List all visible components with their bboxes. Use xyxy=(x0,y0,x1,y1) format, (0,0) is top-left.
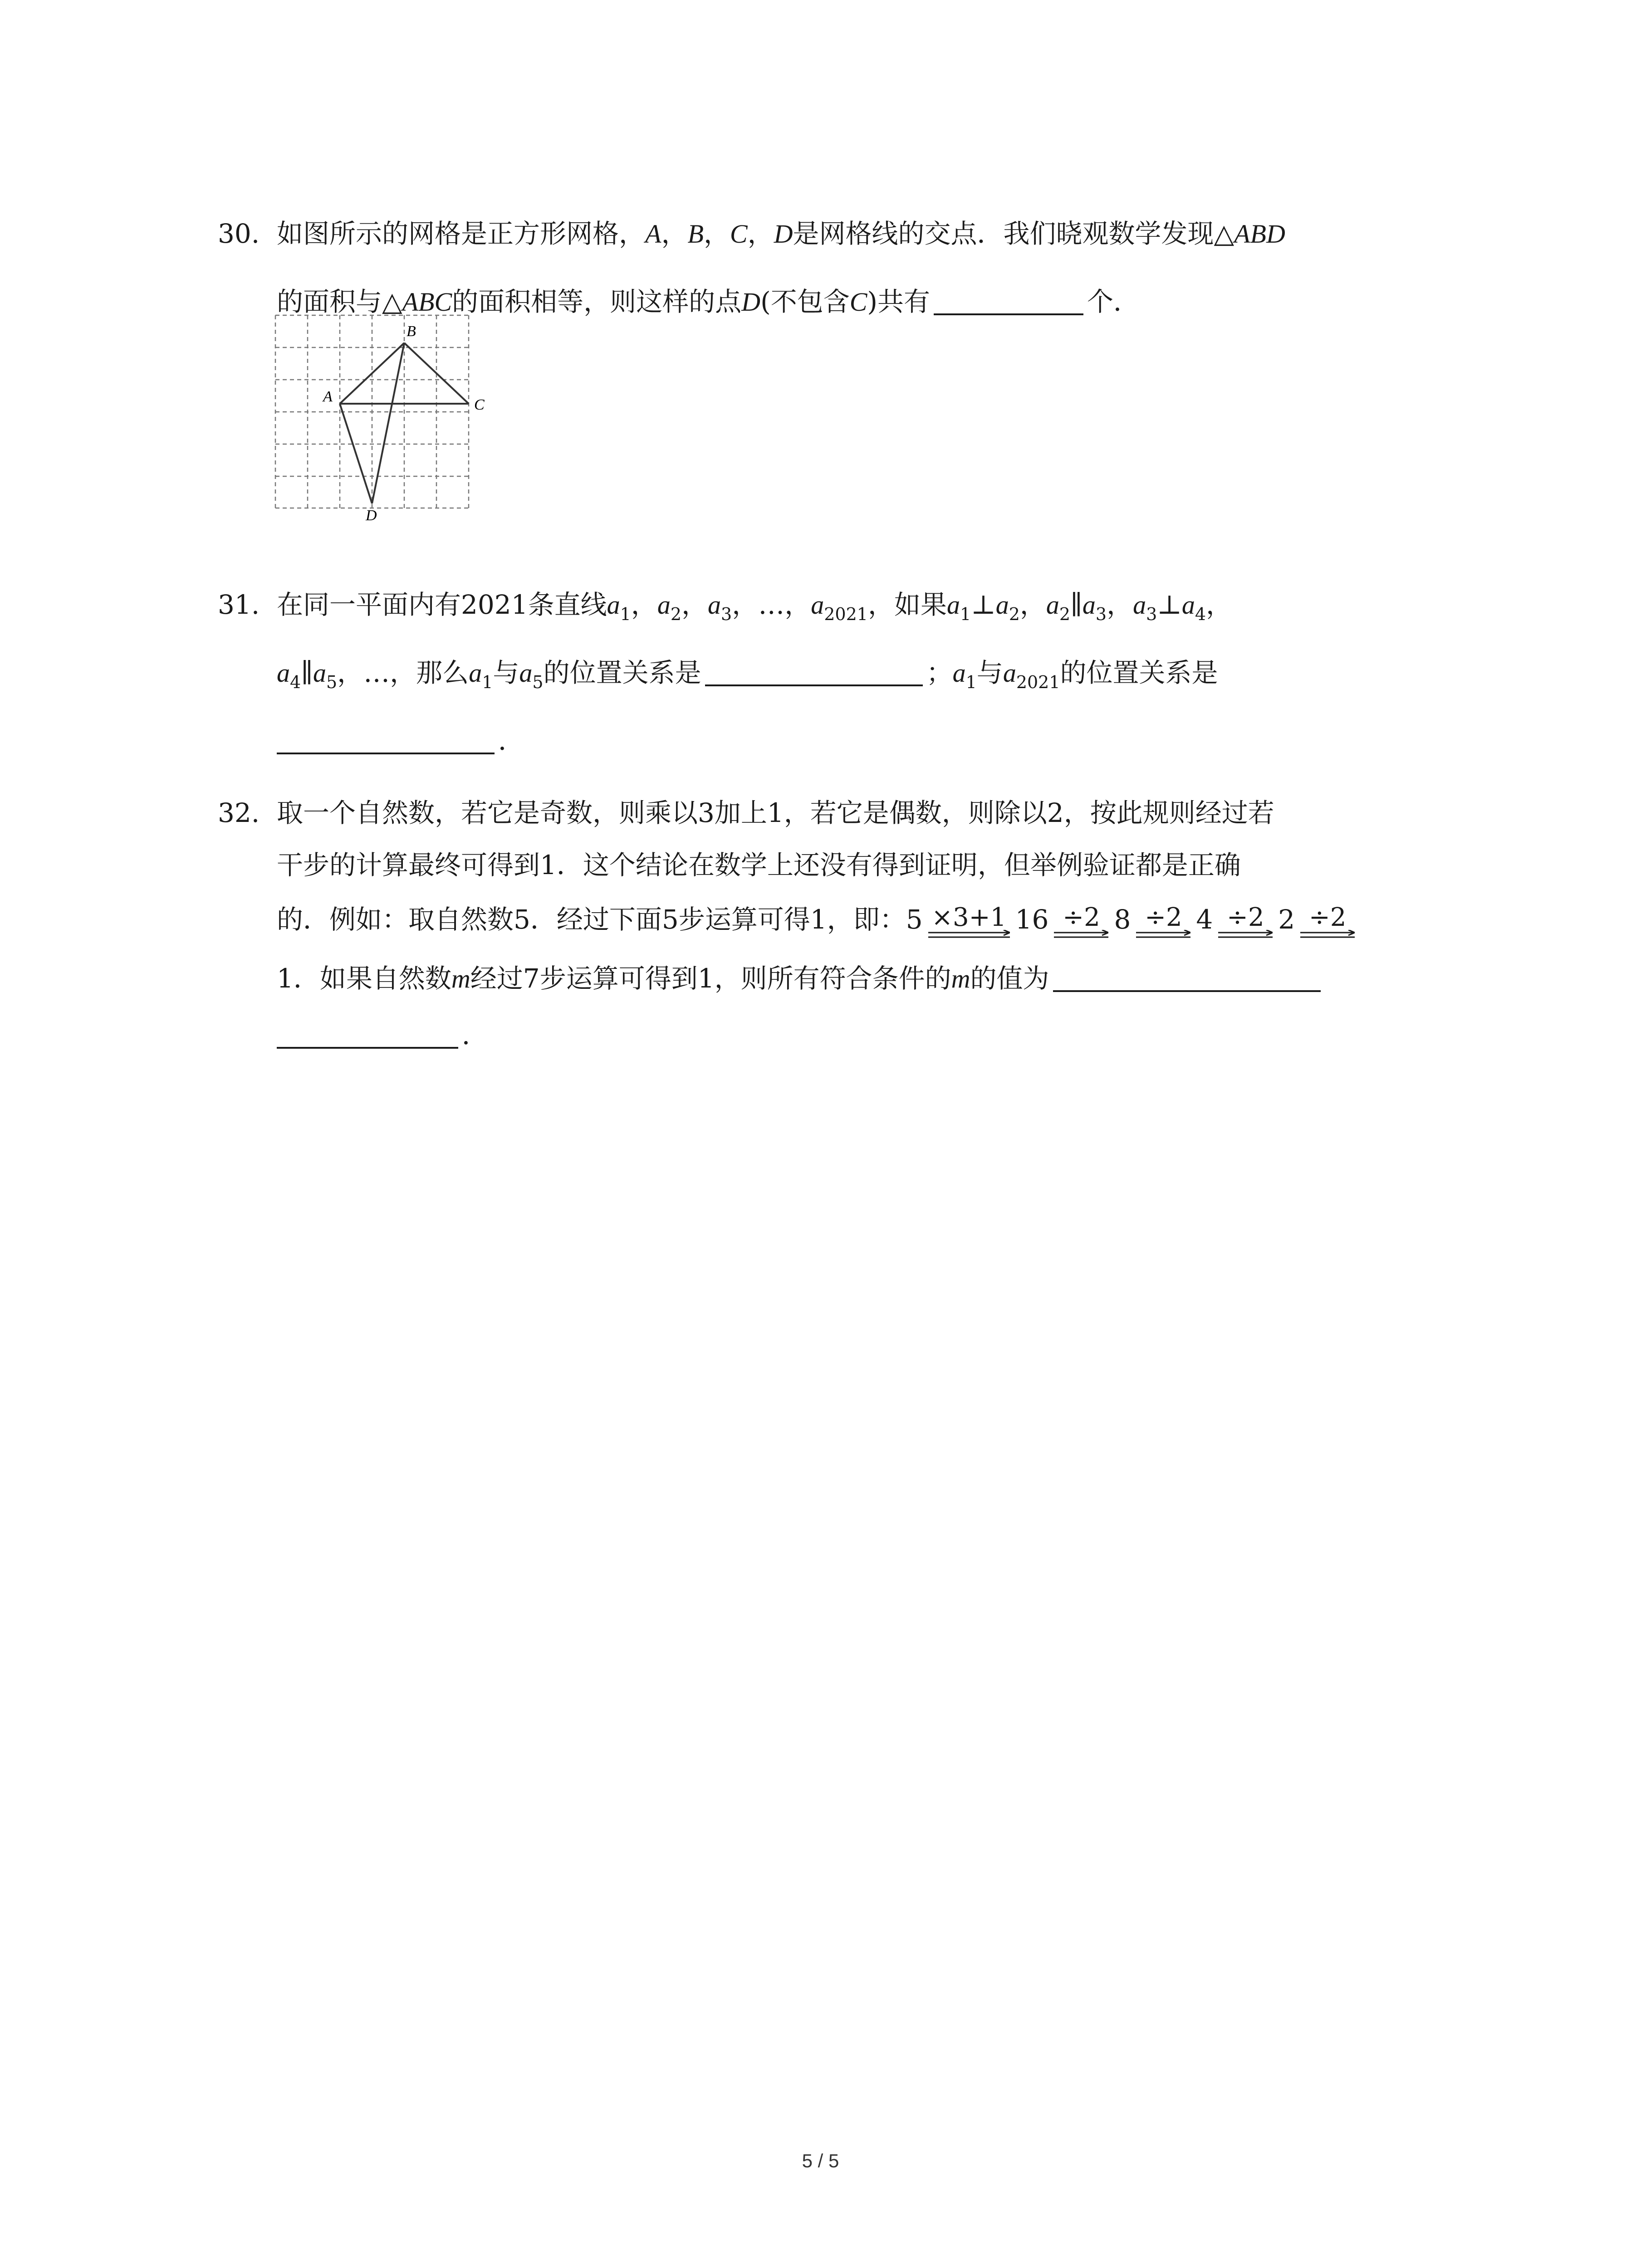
q31-line-3: ． xyxy=(218,707,1452,775)
chain-value: 5 xyxy=(906,904,923,935)
grid-figure xyxy=(272,311,508,523)
question-number: 31. xyxy=(218,589,260,620)
answer-blank[interactable] xyxy=(705,657,923,686)
chain-arrow: ×3+1 xyxy=(928,905,1010,941)
dashed-grid xyxy=(275,315,469,508)
segment-BD xyxy=(372,343,404,503)
q32-line-1: 32. 取一个自然数，若它是奇数，则乘以3加上1，若它是偶数，则除以2，按此规则经过若 xyxy=(218,786,1452,840)
q30-line-2: 的面积与△ABC的面积相等，则这样的点D(不包含C)共有 个． xyxy=(277,286,1140,317)
label-D: D xyxy=(366,507,377,522)
question-31 xyxy=(218,571,1452,775)
answer-blank[interactable] xyxy=(1053,963,1321,992)
answer-blank[interactable] xyxy=(934,286,1083,315)
q31-line-1: 31. 在同一平面内有2021条直线$a_1$，$a_2$，$a_3$，…，$a_{2021}$，如果$a_1\perp a_2$，$a_2\parallel a_3$，$a_3\perp a_4$， xyxy=(218,571,1452,639)
chain-arrow: ÷2 xyxy=(1218,905,1273,941)
answer-blank[interactable] xyxy=(277,1020,458,1049)
chain-arrow: ÷2 xyxy=(1136,905,1190,941)
q32-line-4: 1．如果自然数m经过7步运算可得到1，则所有符合条件的m的值为 xyxy=(218,949,1452,1008)
q30-line-1: 30. 如图所示的网格是正方形网格，A，B，C，D是网格线的交点．我们晓观数学发现△ABD xyxy=(218,200,1452,268)
q32-line-2: 干步的计算最终可得到1．这个结论在数学上还没有得到证明，但举例验证都是正确 xyxy=(277,850,1241,880)
q32-line-3: 的．例如：取自然数5．经过下面5步运算可得1，即：5 ×3+1 16 ÷2 8 ÷2 4 ÷2 2 ÷2 xyxy=(218,890,1452,949)
q32-line-5: ． xyxy=(218,1008,1452,1062)
chain-value: 2 xyxy=(1278,904,1295,935)
chain-value: 8 xyxy=(1114,904,1131,935)
chain-arrow: ÷2 xyxy=(1054,905,1108,941)
question-number: 32. xyxy=(218,797,260,828)
question-32 xyxy=(218,786,1452,1062)
chain-arrow: ÷2 xyxy=(1300,905,1355,941)
chain-value: 4 xyxy=(1196,904,1213,935)
grid-diagram xyxy=(272,311,508,522)
question-number: 30. xyxy=(218,218,260,249)
chain-value: 16 xyxy=(1015,904,1049,935)
label-B: B xyxy=(407,323,416,340)
label-C: C xyxy=(474,396,485,413)
page-number: 5 / 5 xyxy=(802,2150,839,2171)
answer-blank[interactable] xyxy=(277,725,495,754)
label-A: A xyxy=(323,388,333,405)
q31-line-2: $a_4\parallel a_5$，…，那么$a_1$与$a_5$的位置关系是 ；$a_1$与$a_{2021}$的位置关系是 xyxy=(277,657,1218,692)
segment-AD xyxy=(340,404,372,503)
